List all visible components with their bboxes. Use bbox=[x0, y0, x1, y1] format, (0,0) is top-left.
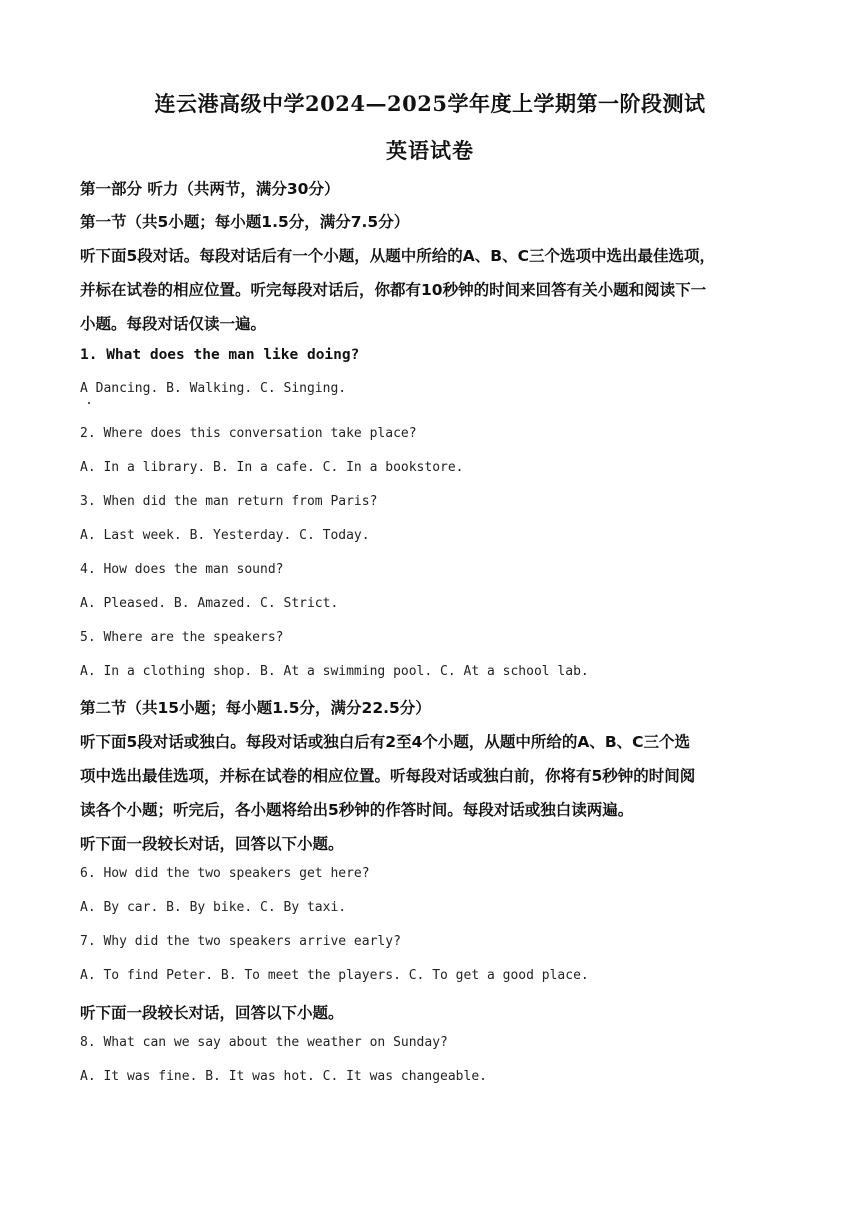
question-7: 7. Why did the two speakers arrive early? bbox=[80, 934, 401, 949]
section-one-instruction-line: 小题。每段对话仅读一遍。 bbox=[80, 315, 267, 333]
section-one-instruction-line: 听下面5段对话。每段对话后有一个小题，从题中所给的A、B、C三个选项中选出最佳选项， bbox=[80, 247, 715, 265]
section-one-heading: 第一节（共5小题；每小题1.5分，满分7.5分） bbox=[80, 213, 410, 231]
passage-note: 听下面一段较长对话，回答以下小题。 bbox=[80, 835, 344, 853]
question-8: 8. What can we say about the weather on Sunday? bbox=[80, 1035, 448, 1050]
question-6: 6. How did the two speakers get here? bbox=[80, 866, 370, 881]
passage-note: 听下面一段较长对话，回答以下小题。 bbox=[80, 1004, 344, 1022]
section-one-instruction-line: 并标在试卷的相应位置。听完每段对话后，你都有10秒钟的时间来回答有关小题和阅读下一 bbox=[80, 281, 707, 299]
question-4: 4. How does the man sound? bbox=[80, 562, 284, 577]
options-7: A. To find Peter. B. To meet the players. C. To get a good place. bbox=[80, 968, 589, 983]
options-4: A. Pleased. B. Amazed. C. Strict. bbox=[80, 596, 339, 611]
options-8: A. It was fine. B. It was hot. C. It was changeable. bbox=[80, 1069, 487, 1084]
exam-title: 连云港高级中学2024—2025学年度上学期第一阶段测试 bbox=[154, 91, 706, 116]
question-2: 2. Where does this conversation take place? bbox=[80, 426, 417, 441]
section-two-heading: 第二节（共15小题；每小题1.5分，满分22.5分） bbox=[80, 699, 431, 717]
part-one-heading: 第一部分 听力（共两节，满分30分） bbox=[80, 180, 340, 198]
question-5: 5. Where are the speakers? bbox=[80, 630, 284, 645]
options-2: A. In a library. B. In a cafe. C. In a bookstore. bbox=[80, 460, 464, 475]
question-1: 1. What does the man like doing? bbox=[80, 347, 360, 363]
options-5: A. In a clothing shop. B. At a swimming pool. C. At a school lab. bbox=[80, 664, 589, 679]
options-1: A Dancing. B. Walking. C. Singing. bbox=[80, 381, 347, 396]
section-two-instruction-line: 读各个小题；听完后，各小题将给出5秒钟的作答时间。每段对话或独白读两遍。 bbox=[80, 801, 634, 819]
stray-dot bbox=[88, 402, 90, 404]
section-two-instruction-line: 听下面5段对话或独白。每段对话或独白后有2至4个小题，从题中所给的A、B、C三个选 bbox=[80, 733, 691, 751]
section-two-instruction-line: 项中选出最佳选项，并标在试卷的相应位置。听每段对话或独白前，你将有5秒钟的时间阅 bbox=[80, 767, 696, 785]
options-6: A. By car. B. By bike. C. By taxi. bbox=[80, 900, 347, 915]
exam-subtitle: 英语试卷 bbox=[386, 138, 474, 163]
question-3: 3. When did the man return from Paris? bbox=[80, 494, 378, 509]
options-3: A. Last week. B. Yesterday. C. Today. bbox=[80, 528, 370, 543]
